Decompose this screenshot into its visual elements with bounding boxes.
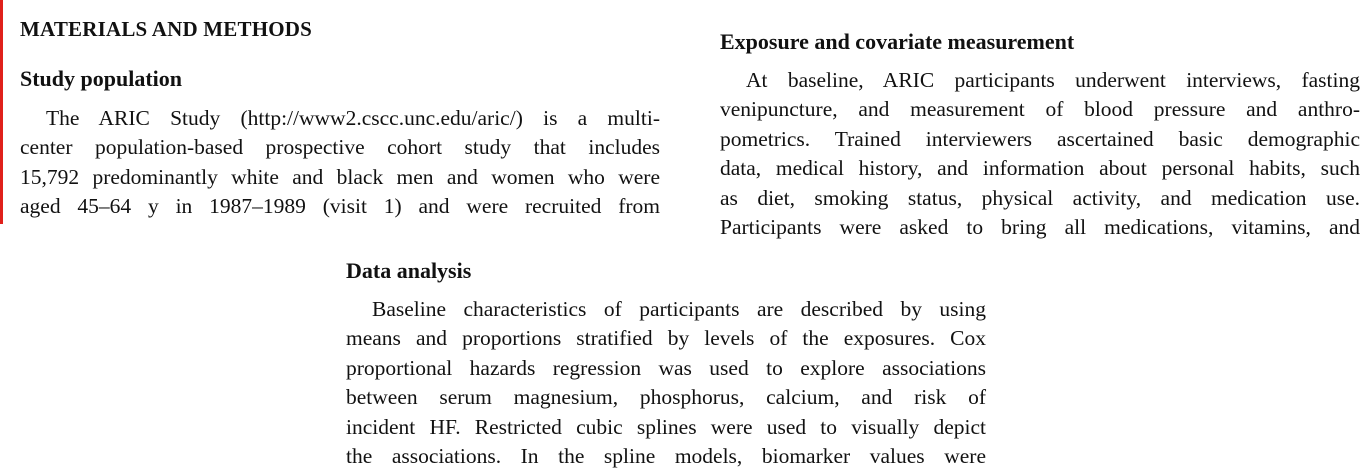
data-analysis-excerpt (346, 248, 986, 468)
paragraph-line: proportional hazards regression was used to explore associations (346, 355, 986, 380)
right-column-excerpt (720, 0, 1360, 239)
paragraph-line: 15,792 predominantly white and black men and women who were (20, 164, 660, 189)
study-population-paragraph (20, 104, 660, 222)
section-heading: MATERIALS AND METHODS (20, 17, 313, 41)
paragraph-line: as diet, smoking status, physical activity, and medication use. (720, 185, 1360, 210)
exposure-paragraph (720, 66, 1360, 242)
left-column-excerpt (20, 0, 660, 224)
paragraph-line: venipuncture, and measurement of blood pressure and anthro- (720, 97, 1360, 122)
paragraph-line: At baseline, ARIC participants underwent interviews, fasting (746, 68, 1360, 92)
paragraph-line: Participants were asked to bring all medications, vitamins, and (720, 214, 1360, 239)
paragraph-line: center population-based prospective cohort study that includes (20, 135, 660, 160)
page-edge-marker (0, 0, 3, 224)
paragraph-line: the associations. In the spline models, biomarker values were (346, 443, 986, 468)
paragraph-line: The ARIC Study (http://www2.cscc.unc.edu/aric/) is a multi- (46, 106, 660, 130)
subsection-heading-data-analysis: Data analysis (346, 258, 472, 283)
subsection-heading-study-population: Study population (20, 66, 183, 91)
data-analysis-paragraph (346, 295, 986, 471)
paragraph-line: pometrics. Trained interviewers ascertained basic demographic (720, 126, 1360, 151)
paragraph-line: means and proportions stratified by levels of the exposures. Cox (346, 326, 986, 351)
subsection-heading-exposure: Exposure and covariate measurement (720, 29, 1075, 54)
paragraph-line: aged 45–64 y in 1987–1989 (visit 1) and were recruited from (20, 194, 660, 219)
paragraph-line: data, medical history, and information about personal habits, such (720, 156, 1360, 181)
paragraph-line: incident HF. Restricted cubic splines were used to visually depict (346, 414, 986, 439)
paragraph-line: Baseline characteristics of participants are described by using (372, 297, 986, 321)
paragraph-line: between serum magnesium, phosphorus, calcium, and risk of (346, 385, 986, 410)
